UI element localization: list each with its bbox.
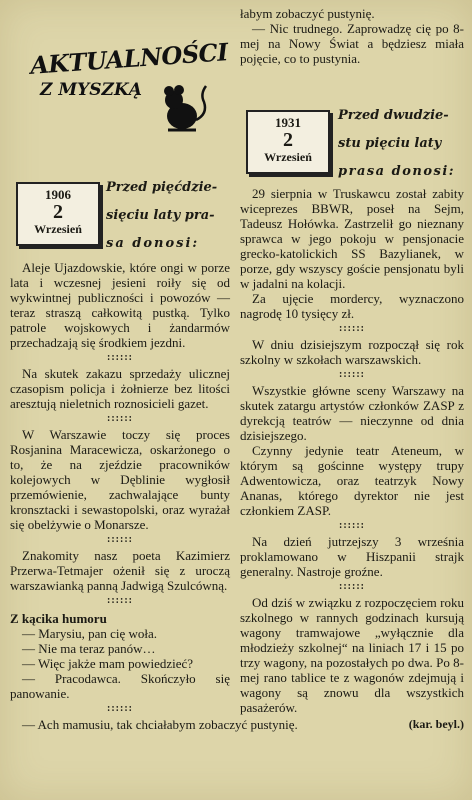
date-year: 1906 (45, 187, 71, 202)
separator: :::::: (107, 703, 133, 714)
article-paragraph: Wszystkie główne sceny Warszawy na skutek zatargu artystów członków ZASP z dyrekcją teatrów — nieczynne od dnia dzisiejszego. (240, 383, 464, 443)
article-paragraph: Na skutek zakazu sprzedaży ulicznej czasopism policja i żołnierze bez litości aresztują nieletnich roznosicieli gazet. (10, 366, 230, 411)
humor-line: — Nic trudnego. Zaprowadzę cię po 8-mej na Nowy Świat a będziesz miała pojęcie, co to pustynia. (240, 21, 464, 66)
separator: :::::: (107, 595, 133, 606)
separator: :::::: (339, 323, 365, 334)
headline-1931 (338, 102, 466, 186)
date-month: Wrzesień (264, 150, 312, 164)
masthead-subtitle: Z MYSZKĄ (40, 80, 142, 100)
headline-line: Przed dwudzie- (338, 108, 449, 123)
article-paragraph: Od dziś w związku z rozpoczęciem roku szkolnego w rannych godzinach kursują wagony tramwajowe „wyłącznie dla młodzieży szkolnej“ na liniach 17 i 15 po trzy wagony, na pozostałych po dwa. Po 8-mej rano tablice te z wagonów zdejmują i wagony są znowu dla wszystkich pasażerów. (240, 595, 464, 715)
date-box-1931 (246, 110, 330, 174)
article-paragraph: Czynny jedynie teatr Ateneum, w którym są gościnne występy trupy Adwentowicza, oraz teatrzyk Nowy Ananas, którego dyrektor nie jest członkiem ZASP. (240, 443, 464, 518)
separator: :::::: (107, 413, 133, 424)
left-column (10, 260, 298, 732)
humor-line: — Pracodawca. Skończyło się panowanie. (10, 671, 230, 701)
separator: :::::: (339, 520, 365, 531)
article-paragraph: Za ujęcie mordercy, wyznaczono nagrodę 10 tysięcy zł. (240, 291, 464, 321)
article-paragraph: W Warszawie toczy się proces Rosjanina Maracewicza, oskarżonego o to, że na zjeździe pracowników kolejowych w Dęblinie wygłosił przemówienie, zachwalające bunty kronsztacki i sewastopolski, oraz wyrażał się obelżywie o Monarsze. (10, 427, 230, 532)
right-column (240, 186, 464, 731)
separator: :::::: (339, 369, 365, 380)
humor-line: — Więc jakże mam powiedzieć? (22, 656, 194, 671)
masthead (29, 37, 229, 139)
headline-line: stu pięciu laty (338, 136, 442, 151)
humor-line: — Ach mamusiu, tak chciałabym zobaczyć pustynię. (22, 717, 298, 732)
article-paragraph: Na dzień jutrzejszy 3 września proklamowano w Hiszpanii strajk generalny. Nastroje groźne. (240, 534, 464, 579)
mouse-icon (150, 74, 210, 136)
humor-heading: Z kącika humoru (10, 611, 107, 626)
headline-line: sięciu laty pra- (106, 208, 215, 223)
humor-line: — Nie ma teraz panów… (22, 641, 156, 656)
article-paragraph: Znakomity nasz poeta Kazimierz Przerwa-Tetmajer ożenił się z uroczą warszawianką panną Jadwigą Szulcówną. (10, 548, 230, 593)
headline-line: prasa donosi: (338, 164, 456, 179)
article-paragraph: Aleje Ujazdowskie, które ongi w porze lata i wczesnej jesieni roiły się od wykwintnej publiczności i powozów — teraz straszą całkowitą pustką. Tylko patrole wojskowych i żandarmów przechadzają się środkiem jezdni. (10, 260, 230, 350)
headline-line: sa donosi: (106, 236, 200, 251)
right-column-top (240, 6, 464, 66)
humor-line-continued: łabym zobaczyć pustynię. (240, 6, 375, 21)
masthead-title: AKTUALNOŚCI (29, 37, 229, 80)
separator: :::::: (339, 581, 365, 592)
date-month: Wrzesień (34, 222, 82, 236)
date-day: 2 (283, 129, 293, 151)
date-day: 2 (53, 201, 63, 223)
author-signature: (kar. beyl.) (408, 717, 464, 731)
article-paragraph: W dniu dzisiejszym rozpoczął się rok szkolny w szkołach warszawskich. (240, 337, 464, 367)
humor-line: — Marysiu, pan cię woła. (22, 626, 158, 641)
date-box-1906 (16, 182, 100, 246)
date-year: 1931 (275, 115, 301, 130)
separator: :::::: (107, 352, 133, 363)
headline-1906 (106, 174, 226, 258)
separator: :::::: (107, 534, 133, 545)
headline-line: Przed pięćdzie- (106, 180, 218, 195)
article-paragraph: 29 sierpnia w Truskawcu został zabity wiceprezes BBWR, poseł na Sejm, Tadeusz Hołówka. Zastrzelił go nieznany sprawca w jego pokoju w pensjonacie grecko-katolickich SS Bazylianek, w porze, gdy wszyscy goście pensjonatu byli w jadalni na kolacji. (240, 186, 464, 291)
